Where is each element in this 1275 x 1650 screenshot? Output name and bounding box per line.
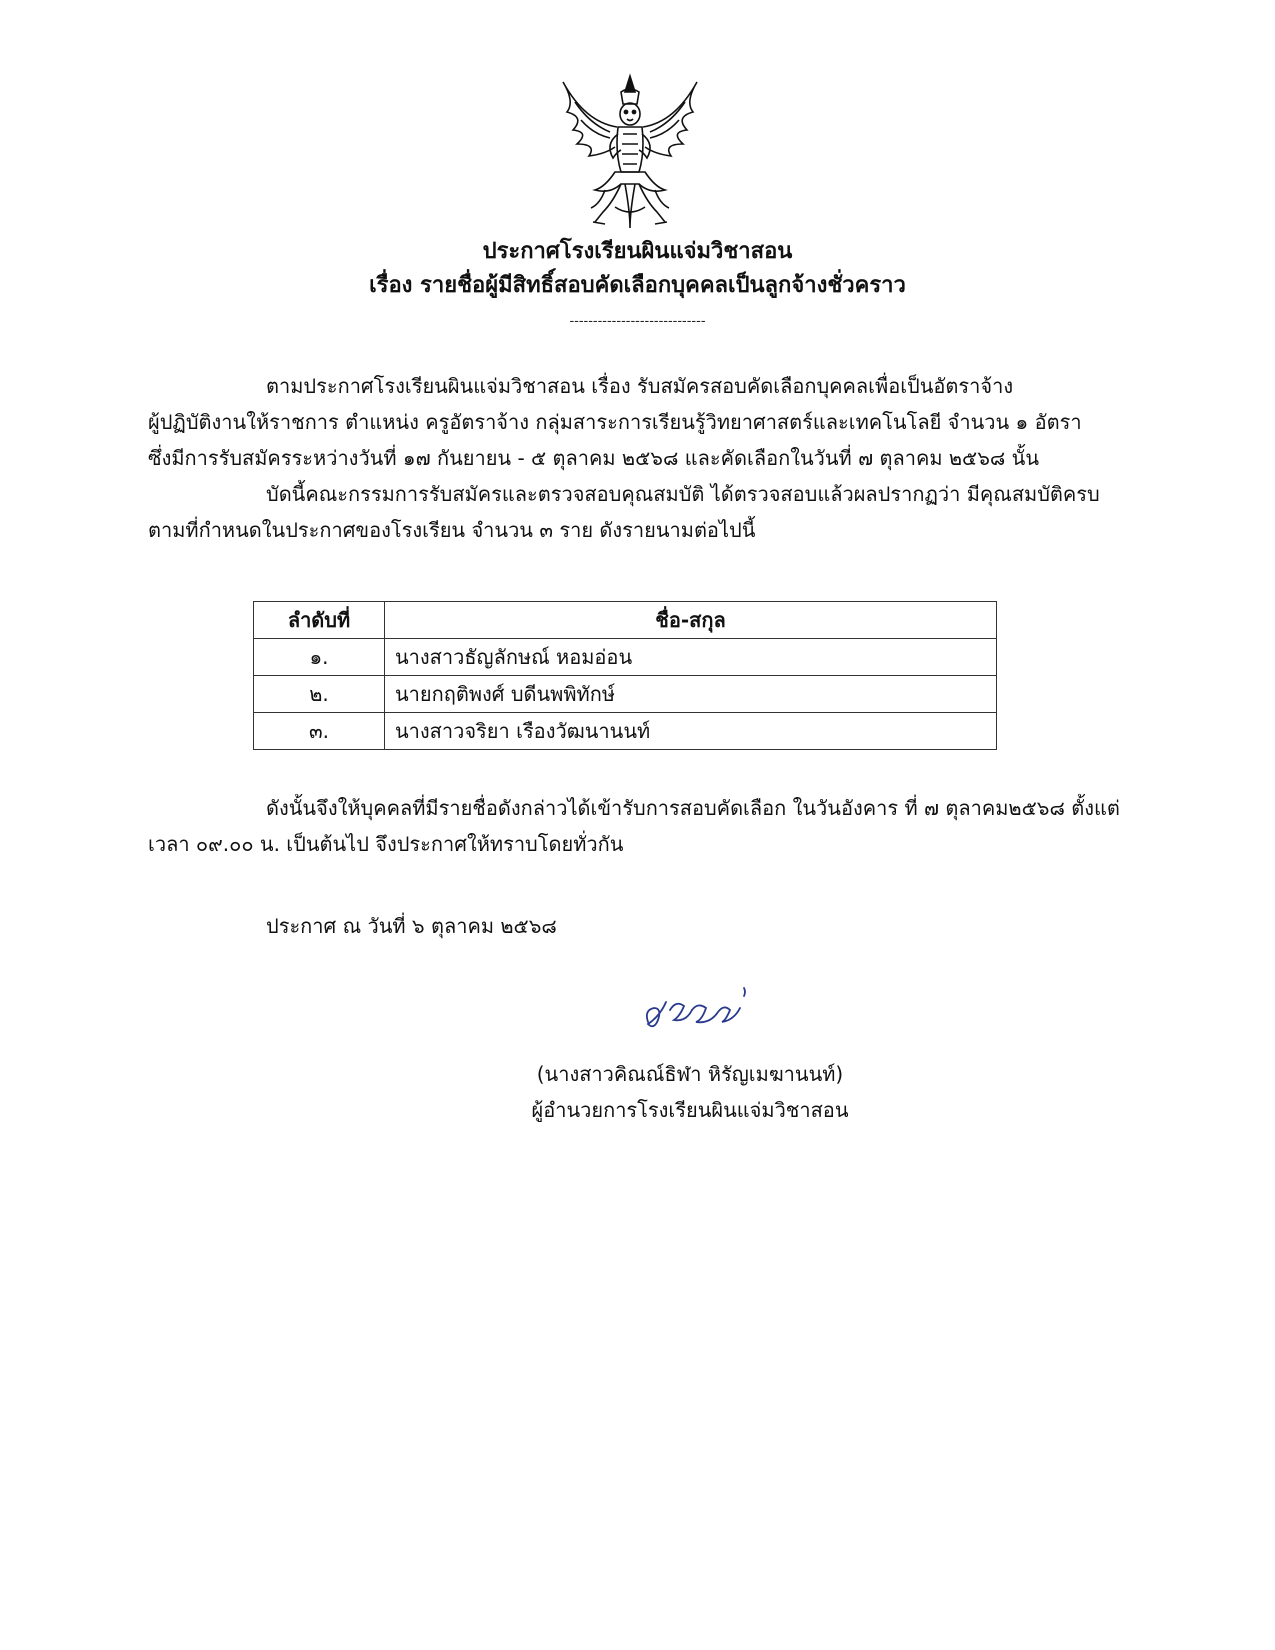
table-row: [254, 676, 997, 713]
paragraph-line: บัดนี้คณะกรรมการรับสมัครและตรวจสอบคุณสมบัติ ได้ตรวจสอบแล้วผลปรากฏว่า มีคุณสมบัติครบ: [266, 482, 1100, 506]
signer-name: (นางสาวคิณณ์ธิฬา หิรัญเมฆานนท์): [536, 1062, 844, 1086]
row-number: ๓.: [254, 713, 385, 750]
table-row: [254, 639, 997, 676]
paragraph-line: ซึ่งมีการรับสมัครระหว่างวันที่ ๑๗ กันยายน - ๕ ตุลาคม ๒๕๖๘ และคัดเลือกในวันที่ ๗ ตุลาคม ๒๕๖๘ นั้น: [148, 446, 1040, 470]
table-row: [254, 713, 997, 750]
column-header-name: ชื่อ-สกุล: [385, 602, 997, 639]
paragraph-exam-schedule: [148, 790, 1118, 862]
column-header-order: ลำดับที่: [254, 602, 385, 639]
paragraph-application-details: [148, 368, 1118, 476]
garuda-emblem-icon: [555, 72, 705, 232]
paragraph-line: ตามที่กำหนดในประกาศของโรงเรียน จำนวน ๓ ราย ดังรายนามต่อไปนี้: [148, 518, 756, 542]
announcement-date: ประกาศ ณ วันที่ ๖ ตุลาคม ๒๕๖๘: [266, 914, 557, 938]
paragraph-line: ดังนั้นจึงให้บุคคลที่มีรายชื่อดังกล่าวได้เข้ารับการสอบคัดเลือก ในวันอังคาร ที่ ๗ ตุลาคม๒๕๖๘ ตั้งแต่: [266, 796, 1120, 820]
paragraph-qualification-result: [148, 476, 1118, 548]
table-header-row: [254, 602, 997, 639]
handwritten-signature-icon: [640, 980, 760, 1040]
announcement-title: ประกาศโรงเรียนผินแจ่มวิชาสอน: [482, 239, 793, 264]
row-number: ๒.: [254, 676, 385, 713]
eligible-candidates-table: [253, 601, 997, 750]
signer-position: ผู้อำนวยการโรงเรียนผินแจ่มวิชาสอน: [531, 1098, 849, 1122]
paragraph-line: เวลา ๐๙.๐๐ น. เป็นต้นไป จึงประกาศให้ทราบโดยทั่วกัน: [148, 832, 624, 856]
row-number: ๑.: [254, 639, 385, 676]
title-separator: -----------------------------: [569, 314, 706, 329]
announcement-subject: เรื่อง รายชื่อผู้มีสิทธิ์สอบคัดเลือกบุคคลเป็นลูกจ้างชั่วคราว: [369, 273, 906, 298]
candidate-name: นางสาวธัญลักษณ์ หอมอ่อน: [385, 639, 997, 676]
candidate-name: นายกฤติพงศ์ บดีนพพิทักษ์: [385, 676, 997, 713]
paragraph-line: ตามประกาศโรงเรียนผินแจ่มวิชาสอน เรื่อง รับสมัครสอบคัดเลือกบุคคลเพื่อเป็นอัตราจ้าง: [266, 374, 1014, 398]
paragraph-line: ผู้ปฏิบัติงานให้ราชการ ตำแหน่ง ครูอัตราจ้าง กลุ่มสาระการเรียนรู้วิทยาศาสตร์และเทคโนโลยี จำนวน ๑ อัตรา: [148, 410, 1082, 434]
candidate-name: นางสาวจริยา เรืองวัฒนานนท์: [385, 713, 997, 750]
